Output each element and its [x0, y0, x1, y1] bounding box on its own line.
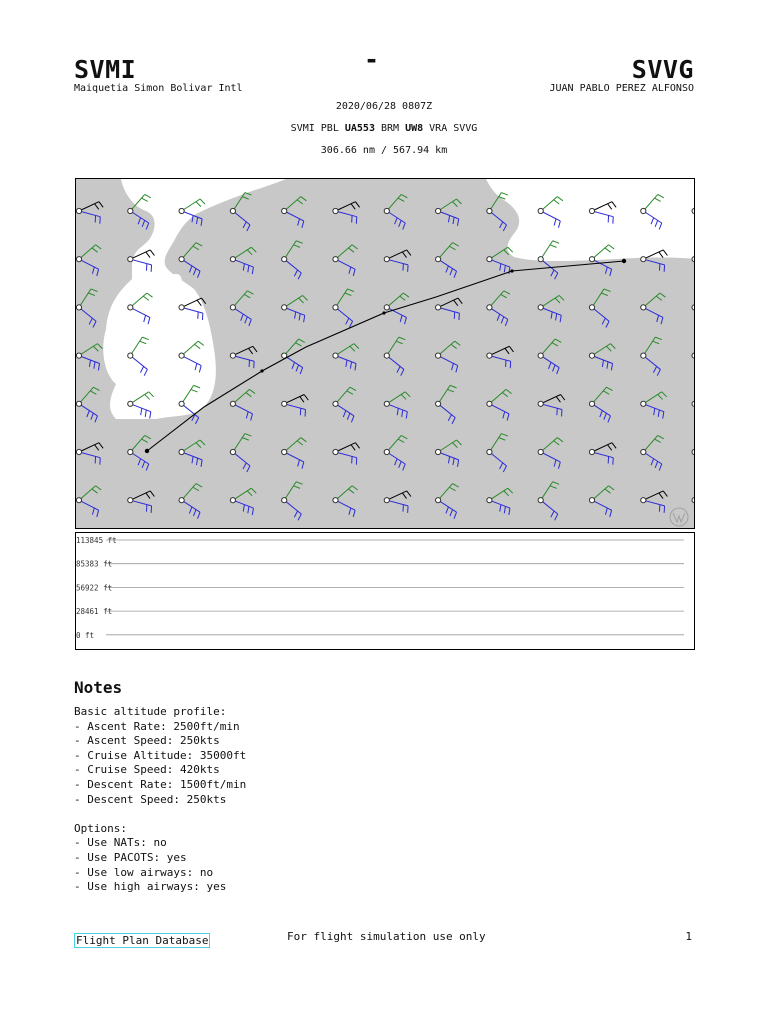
- wind-barb: [541, 211, 561, 228]
- notes-line: - Descent Rate: 1500ft/min: [74, 777, 247, 791]
- wind-station-dot: [333, 208, 338, 213]
- wind-barb: [541, 197, 563, 211]
- wind-station-dot: [282, 305, 287, 310]
- wind-station-dot: [76, 401, 81, 406]
- wind-station-dot: [179, 401, 184, 406]
- wind-station-dot: [538, 401, 543, 406]
- wind-station-dot: [487, 257, 492, 262]
- wind-station-dot: [333, 449, 338, 454]
- route-string: [0, 123, 768, 134]
- notes-line: - Use NATs: no: [74, 836, 167, 850]
- wind-station-dot: [538, 353, 543, 358]
- wind-station-dot: [436, 353, 441, 358]
- wind-barb: [182, 356, 202, 373]
- wind-station-dot: [487, 498, 492, 503]
- wind-station-dot: [589, 353, 594, 358]
- wind-station-dot: [436, 257, 441, 262]
- waypoint-marker: [510, 269, 513, 272]
- wind-station-dot: [487, 401, 492, 406]
- wind-station-dot: [230, 401, 235, 406]
- route-part: UW8: [405, 123, 424, 134]
- inlet-water: [132, 274, 155, 297]
- wind-station-dot: [76, 498, 81, 503]
- wind-station-dot: [436, 401, 441, 406]
- wind-station-dot: [128, 449, 133, 454]
- wind-station-dot: [487, 353, 492, 358]
- wind-station-dot: [128, 498, 133, 503]
- wind-station-dot: [384, 401, 389, 406]
- route-part: BRM: [374, 123, 406, 134]
- wind-station-dot: [589, 498, 594, 503]
- wind-barb: [130, 259, 151, 272]
- altitude-profile: [75, 532, 695, 650]
- wind-map-svg: [76, 179, 695, 529]
- notes-line: - Ascent Speed: 250kts: [74, 734, 220, 748]
- flight-date: 2020/06/28 0807Z: [335, 101, 433, 112]
- wind-station-dot: [538, 449, 543, 454]
- wind-station-dot: [230, 208, 235, 213]
- wind-barb: [541, 241, 560, 259]
- waypoint-marker: [622, 259, 626, 263]
- origin-name: Maiquetia Simon Bolivar Intl: [74, 83, 243, 94]
- wind-station-dot: [333, 305, 338, 310]
- wind-barb: [130, 337, 149, 355]
- small-island: [171, 274, 182, 286]
- wind-station-dot: [333, 353, 338, 358]
- wind-barb: [182, 199, 205, 211]
- wind-barb: [592, 245, 614, 259]
- wind-station-dot: [487, 305, 492, 310]
- altitude-profile-svg: [76, 533, 695, 650]
- wind-station-dot: [436, 305, 441, 310]
- page-number: 1: [685, 930, 692, 943]
- wind-station-dot: [128, 257, 133, 262]
- wind-station-dot: [179, 257, 184, 262]
- wind-station-dot: [333, 257, 338, 262]
- wind-station-dot: [589, 208, 594, 213]
- wind-station-dot: [384, 305, 389, 310]
- wind-barb: [182, 307, 203, 320]
- notes-line: - Cruise Altitude: 35000ft: [74, 748, 247, 762]
- wind-station-dot: [76, 208, 81, 213]
- wind-station-dot: [282, 449, 287, 454]
- notes-line: - Ascent Rate: 2500ft/min: [74, 719, 240, 733]
- route-part: UA553: [344, 123, 375, 134]
- wind-station-dot: [589, 257, 594, 262]
- wind-station-dot: [692, 449, 695, 454]
- route-map: [75, 178, 695, 529]
- wind-station-dot: [641, 257, 646, 262]
- notes-line: Options:: [74, 821, 127, 835]
- wind-station-dot: [692, 498, 695, 503]
- wind-station-dot: [384, 449, 389, 454]
- wind-station-dot: [76, 449, 81, 454]
- wind-station-dot: [487, 208, 492, 213]
- wind-station-dot: [76, 353, 81, 358]
- wind-station-dot: [692, 353, 695, 358]
- wind-barb: [182, 385, 201, 403]
- wind-station-dot: [128, 208, 133, 213]
- wind-station-dot: [179, 449, 184, 454]
- wind-station-dot: [538, 257, 543, 262]
- altitude-label: 85383 ft: [76, 559, 113, 569]
- waypoint-marker: [382, 311, 385, 314]
- notes-line: - Use low airways: no: [74, 865, 214, 879]
- wind-station-dot: [641, 498, 646, 503]
- wind-station-dot: [436, 449, 441, 454]
- wind-station-dot: [641, 305, 646, 310]
- waypoint-marker: [145, 449, 149, 453]
- wind-station-dot: [589, 449, 594, 454]
- wind-station-dot: [128, 353, 133, 358]
- notes-line: - Cruise Speed: 420kts: [74, 763, 220, 777]
- origin-code: SVMI: [74, 55, 137, 84]
- wind-station-dot: [76, 257, 81, 262]
- footer-link-wrap: [74, 929, 210, 948]
- notes-line: Basic altitude profile:: [74, 705, 227, 718]
- route-part: VRA SVVG: [423, 123, 478, 134]
- wind-barb: [130, 392, 153, 404]
- wind-station-dot: [384, 257, 389, 262]
- wind-station-dot: [384, 353, 389, 358]
- flight-plan-database-link[interactable]: Flight Plan Database: [76, 934, 209, 947]
- wind-station-dot: [282, 257, 287, 262]
- footer-disclaimer: For flight simulation use only: [287, 930, 486, 943]
- notes-title: Notes: [74, 678, 123, 697]
- wind-station-dot: [538, 208, 543, 213]
- altitude-label: 56922 ft: [76, 583, 113, 593]
- wind-station-dot: [230, 449, 235, 454]
- wind-station-dot: [692, 208, 695, 213]
- wind-station-dot: [179, 353, 184, 358]
- waypoint-marker: [260, 369, 263, 372]
- notes-line: - Use high airways: yes: [74, 880, 227, 894]
- wind-station-dot: [384, 208, 389, 213]
- wind-station-dot: [230, 305, 235, 310]
- notes-list: [74, 705, 246, 895]
- wind-station-dot: [538, 305, 543, 310]
- route-part: SVMI PBL: [290, 123, 345, 134]
- wind-station-dot: [230, 257, 235, 262]
- altitude-label: 113845 ft: [76, 536, 117, 545]
- wind-station-dot: [230, 498, 235, 503]
- wind-station-dot: [589, 401, 594, 406]
- altitude-label: 0 ft: [76, 630, 95, 640]
- route-distance: 306.66 nm / 567.94 km: [320, 145, 448, 156]
- wind-barb: [130, 404, 151, 419]
- wind-station-dot: [641, 449, 646, 454]
- wind-station-dot: [641, 353, 646, 358]
- notes-line: - Use PACOTS: yes: [74, 850, 187, 864]
- wind-station-dot: [692, 401, 695, 406]
- wind-barb: [130, 307, 150, 324]
- wind-station-dot: [179, 305, 184, 310]
- wind-station-dot: [538, 498, 543, 503]
- wind-barb: [182, 298, 206, 307]
- wind-barb: [643, 194, 664, 211]
- wind-barb: [643, 211, 661, 230]
- wind-station-dot: [333, 401, 338, 406]
- wind-station-dot: [282, 208, 287, 213]
- wind-station-dot: [641, 401, 646, 406]
- wind-station-dot: [282, 401, 287, 406]
- wind-station-dot: [128, 401, 133, 406]
- wind-station-dot: [179, 208, 184, 213]
- wind-station-dot: [230, 353, 235, 358]
- wind-barb: [592, 202, 616, 211]
- notes-line: [74, 807, 246, 822]
- wind-station-dot: [436, 498, 441, 503]
- notes-line: - Descent Speed: 250kts: [74, 792, 227, 806]
- wind-station-dot: [692, 257, 695, 262]
- altitude-label: 28461 ft: [76, 607, 113, 617]
- wind-barb: [130, 356, 147, 376]
- wind-station-dot: [436, 208, 441, 213]
- destination-code: SVVG: [631, 55, 694, 84]
- wind-station-dot: [128, 305, 133, 310]
- wind-station-dot: [692, 305, 695, 310]
- wind-station-dot: [487, 449, 492, 454]
- wind-station-dot: [641, 208, 646, 213]
- wind-barb: [182, 341, 204, 355]
- wind-station-dot: [333, 498, 338, 503]
- wind-station-dot: [179, 498, 184, 503]
- wind-barb: [592, 211, 613, 224]
- wind-station-dot: [282, 498, 287, 503]
- wind-station-dot: [589, 305, 594, 310]
- wind-station-dot: [76, 305, 81, 310]
- destination-name: JUAN PABLO PEREZ ALFONSO: [549, 83, 694, 94]
- wind-station-dot: [384, 498, 389, 503]
- route-separator: -: [364, 45, 380, 74]
